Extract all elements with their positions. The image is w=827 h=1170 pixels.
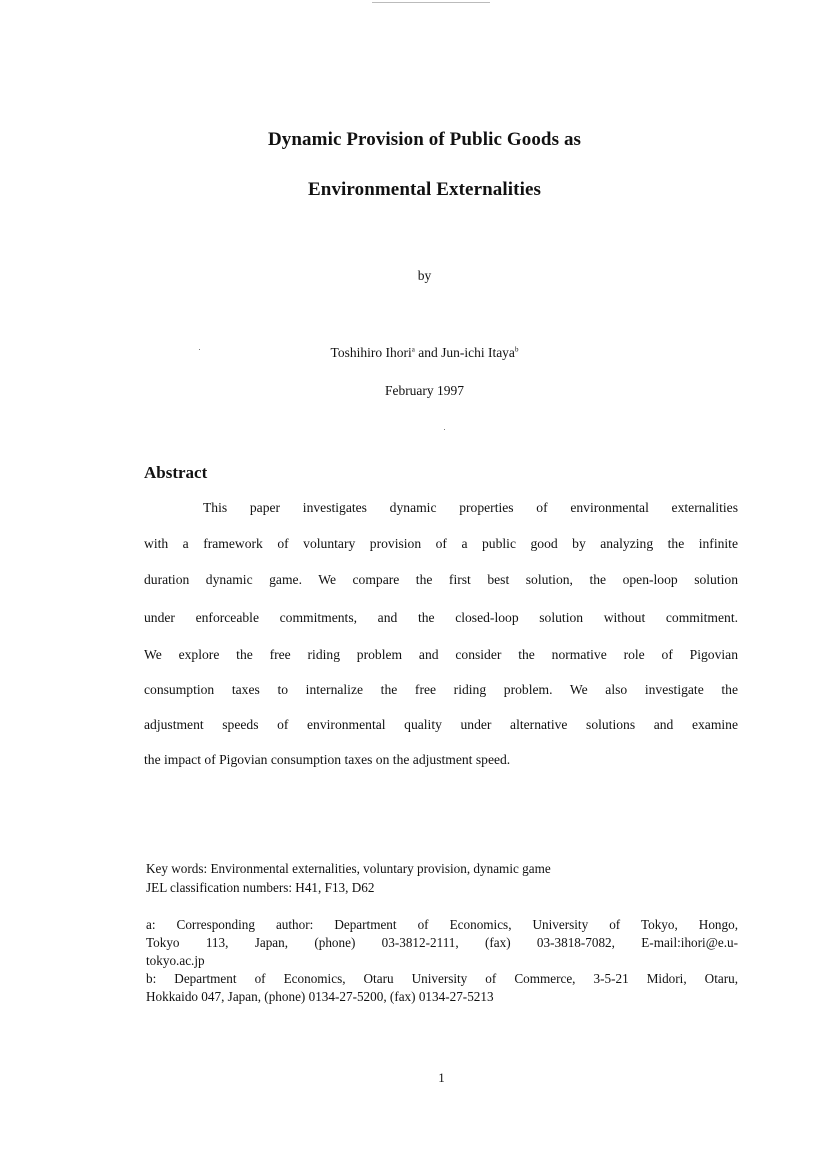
- authors: [0, 345, 827, 361]
- abstract-line: under enforceable commitments, and the closed-loop solution without commitment.: [144, 610, 738, 625]
- abstract-heading: Abstract: [144, 463, 208, 482]
- byline-by: by: [417, 268, 432, 283]
- abstract-line: with a framework of voluntary provision of a public good by analyzing the infinite: [144, 536, 738, 551]
- footnote-a-line: Tokyo 113, Japan, (phone) 03-3812-2111, (fax) 03-3818-7082, E-mail:ihori@e.u-: [146, 935, 738, 950]
- author-conjunction: and: [414, 345, 442, 360]
- footnote-a-line: tokyo.ac.jp: [146, 953, 205, 968]
- title-line-2: Environmental Externalities: [308, 179, 541, 200]
- footnote-a-line: a: Corresponding author: Department of Economics, University of Tokyo, Hongo,: [146, 917, 738, 932]
- scan-speck: [199, 349, 200, 350]
- scan-speck: [444, 429, 445, 430]
- keywords: Key words: Environmental externalities, voluntary provision, dynamic game: [146, 861, 551, 876]
- footnote-b-line: Hokkaido 047, Japan, (phone) 0134-27-5200, (fax) 0134-27-5213: [146, 989, 494, 1004]
- scan-artifact: [372, 2, 490, 3]
- abstract-line: duration dynamic game. We compare the first best solution, the open-loop solution: [144, 572, 738, 587]
- page-number: 1: [438, 1070, 445, 1085]
- author-1: Toshihiro Ihori: [330, 345, 412, 360]
- jel-classification: JEL classification numbers: H41, F13, D62: [146, 880, 375, 895]
- abstract-line: consumption taxes to internalize the free riding problem. We also investigate the: [144, 682, 738, 697]
- date: February 1997: [384, 383, 465, 398]
- abstract-line: This paper investigates dynamic properties of environmental externalities: [203, 500, 738, 515]
- author-2: Jun-ichi Itaya: [441, 345, 515, 360]
- author-1-mark: a: [411, 345, 415, 354]
- abstract-line: the impact of Pigovian consumption taxes on the adjustment speed.: [144, 752, 511, 767]
- abstract-line: adjustment speeds of environmental quality under alternative solutions and examine: [144, 717, 738, 732]
- title-line-1: Dynamic Provision of Public Goods as: [267, 129, 582, 150]
- abstract-line: We explore the free riding problem and consider the normative role of Pigovian: [144, 647, 738, 662]
- author-2-mark: b: [514, 345, 519, 354]
- footnote-b-line: b: Department of Economics, Otaru University of Commerce, 3-5-21 Midori, Otaru,: [146, 971, 738, 986]
